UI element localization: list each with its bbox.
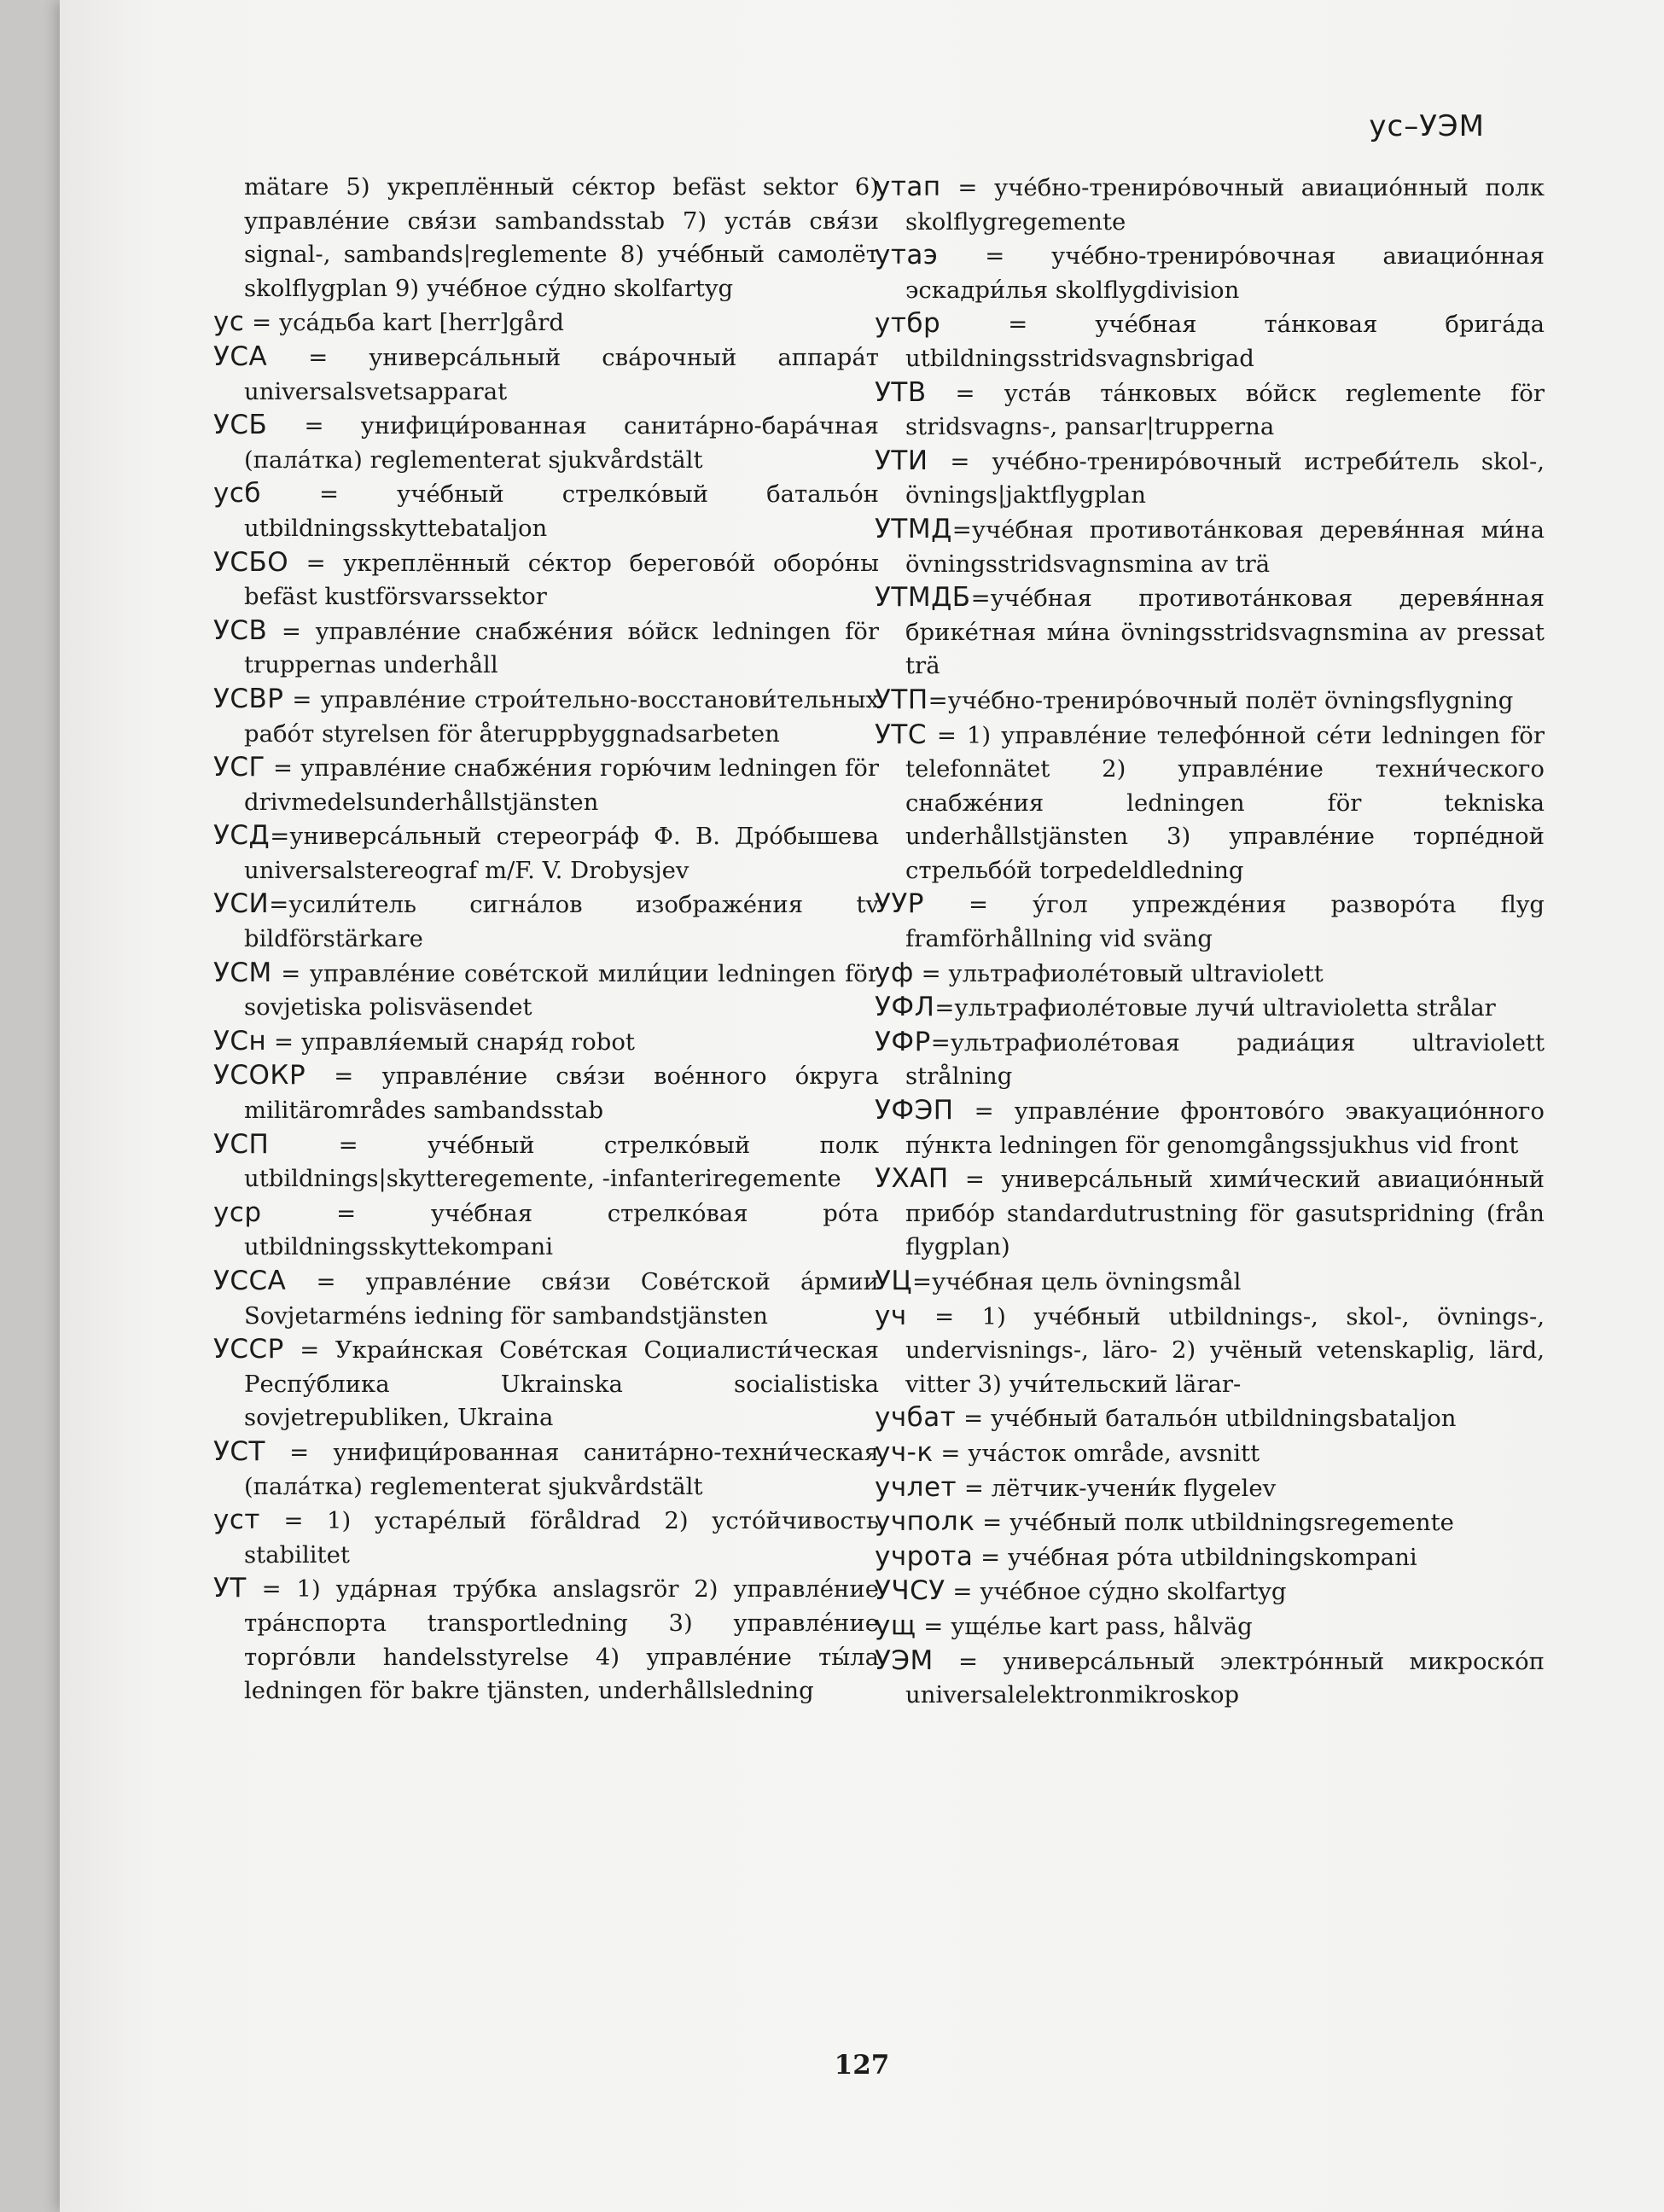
entry-headword: УХАП <box>875 1163 949 1195</box>
entry-definition: = управле́ние свя́зи вое́нного о́круга militärområdes sambandsstab <box>244 1062 879 1125</box>
entry-definition: = управле́ние снабже́ния горю́чим ledningen för drivmedelsunderhållstjänsten <box>244 754 879 816</box>
dictionary-entry <box>875 307 1545 375</box>
dictionary-entry <box>213 1333 879 1435</box>
entry-headword: учрота <box>875 1540 974 1572</box>
entry-definition: = универса́льный сва́рочный аппара́т universalsvetsapparat <box>244 343 879 405</box>
entry-definition: = управле́ние фронтово́го эвакуацио́нного пу́нкта ledningen för genomgångssjukhus vid front <box>905 1097 1545 1159</box>
dictionary-entry <box>213 751 879 819</box>
entry-headword: УСМ <box>213 957 272 988</box>
dictionary-entry <box>213 614 879 683</box>
dictionary-entry <box>213 477 879 545</box>
dictionary-entry <box>213 819 879 888</box>
dictionary-entry <box>875 1540 1545 1575</box>
dictionary-entry <box>875 1505 1545 1540</box>
entry-headword: ус <box>213 306 245 338</box>
entry-definition: = уче́бное су́дно skolfartyg <box>945 1578 1287 1606</box>
entry-definition: =усили́тель сигна́лов изображе́ния tv bildförstärkare <box>244 891 879 953</box>
entry-definition: =уче́бно-трениро́вочный полёт övningsflygning <box>928 686 1514 714</box>
dictionary-entry <box>213 1059 879 1127</box>
dictionary-entry <box>213 1025 879 1060</box>
entry-headword: УЧСУ <box>875 1575 945 1607</box>
dictionary-entry <box>213 1196 879 1265</box>
dictionary-entry <box>875 376 1545 445</box>
dictionary-entry <box>213 1504 879 1572</box>
entry-definition: = ультрафиолéтовый ultraviolett <box>913 959 1324 987</box>
entry-definition: = уче́бно-трениро́вочный авиацио́нный полк skolflygregemente <box>905 174 1545 236</box>
entry-headword: учполк <box>875 1506 975 1538</box>
entry-headword: УСн <box>213 1025 267 1057</box>
entry-headword: УУР <box>875 888 924 920</box>
dictionary-entry <box>875 1436 1545 1471</box>
entry-definition: = универса́льный хими́ческий авиацио́нный прибо́р standardutrustning för gasutspridning (från flygplan) <box>905 1166 1545 1261</box>
dictionary-entry <box>875 1300 1545 1402</box>
entry-definition: = универса́льный электро́нный микроско́п universalelektronmikroskop <box>905 1647 1545 1709</box>
entry-headword: УСИ <box>213 888 270 920</box>
entry-headword: УТМД <box>875 513 952 544</box>
right-column <box>875 171 1545 1713</box>
entry-headword: УСП <box>213 1128 270 1160</box>
entry-definition: =ультрафиоле́товая радиа́ция ultraviolett strålning <box>905 1028 1545 1091</box>
left-column <box>213 171 879 1708</box>
dictionary-entry <box>213 683 879 751</box>
entry-definition: = уче́бная ро́та utbildningskompani <box>973 1543 1417 1571</box>
entry-definition: = управле́ние свя́зи Сове́тской а́рмии Sovjetarméns iedning för sambandstjänsten <box>244 1268 879 1330</box>
entry-definition: = 1) уда́рная тру́бка anslagsrör 2) управле́ние тра́нспорта transportledning 3) управле́ние торго́вли handelsstyrelse 4) управле́ние ты́ла ledningen för bakre tjänsten, underhållsledning <box>244 1575 879 1705</box>
entry-definition: = управле́ние строи́тельно-восстанови́тельных рабо́т styrelsen för återuppbyggnadsarbeten <box>244 685 879 748</box>
entry-headword: УСА <box>213 341 268 372</box>
entry-headword: УСГ <box>213 752 265 783</box>
entry-headword: утбр <box>875 308 941 340</box>
dictionary-entry <box>213 306 879 341</box>
entry-headword: утаэ <box>875 240 939 271</box>
entry-definition: = уще́лье kart pass, hålväg <box>916 1612 1253 1640</box>
dictionary-entry <box>875 1094 1545 1162</box>
dictionary-entry <box>213 1572 879 1708</box>
dictionary-entry <box>875 445 1545 513</box>
dictionary-entry <box>875 1610 1545 1644</box>
entry-definition: = управле́ние сове́тской мили́ции ledningen för sovjetiska polisväsendet <box>244 959 879 1022</box>
dictionary-entry <box>875 513 1545 581</box>
entry-definition: =уче́бная цель övningsmål <box>911 1268 1242 1295</box>
entry-headword: уф <box>875 957 914 988</box>
entry-definition: = уча́сток område, avsnitt <box>933 1439 1260 1467</box>
entry-definition: = уче́бный стрелко́вый батальо́н utbildningsskyttebataljon <box>244 480 879 542</box>
entry-headword: УССА <box>213 1266 287 1296</box>
entry-headword: утап <box>875 172 941 202</box>
dictionary-entry <box>875 1026 1545 1094</box>
entry-headword: усб <box>213 478 262 509</box>
entry-headword: уч <box>875 1300 907 1331</box>
page-number: 127 <box>834 2050 890 2081</box>
entry-definition: =уче́бная противота́нковая деревя́нная брике́тная ми́на övningsstridsvagnsmina av pressat trä <box>905 585 1545 680</box>
entry-headword: УФЛ <box>875 992 935 1023</box>
entry-definition: = 1) уче́бный utbildnings-, skol-, övnings-, undervisnings-, läro- 2) учёный vetenskaplig, lärd, vitter 3) учи́тельский lärar- <box>905 1302 1545 1398</box>
entry-definition: = унифици́рованная санита́рно-техни́ческая (пала́тка) reglementerat sjukvårdstält <box>244 1438 879 1500</box>
dictionary-entry <box>875 239 1545 307</box>
entry-definition: = 1) управле́ние телефо́нной се́ти ledningen för telefonnätet 2) управле́ние техни́ческого снабже́ния ledningen för tekniska underhållstjänsten 3) управле́ние торпе́дной стрельбо́й torpedeldledning <box>905 721 1545 884</box>
dictionary-entry <box>213 409 879 477</box>
dictionary-entry <box>213 546 879 614</box>
entry-definition: =универса́льный стереогра́ф Ф. В. Дро́бышева universalstereograf m/F. V. Drobysjev <box>244 823 879 884</box>
entry-headword: учбат <box>875 1402 957 1434</box>
entry-definition: = уче́бно-трениро́вочный истреби́тель skol-, övnings|jaktflygplan <box>905 447 1545 509</box>
entry-definition: = уса́дьба kart [herr]gård <box>244 309 564 337</box>
dictionary-entry <box>213 1128 879 1196</box>
entry-headword: УСБО <box>213 546 289 578</box>
entry-definition: = уче́бно-трениро́вочная авиацио́нная эскадри́лья skolflygdivision <box>905 242 1545 304</box>
running-head: ус–УЭМ <box>1369 109 1485 143</box>
entry-headword: УСД <box>213 820 271 852</box>
dictionary-entry <box>875 1265 1545 1300</box>
entry-headword: УТИ <box>875 445 928 476</box>
entry-definition: = лётчик-учени́к flygelev <box>957 1474 1277 1502</box>
entry-headword: ущ <box>875 1610 916 1641</box>
entry-definition: = уче́бный батальо́н utbildningsbataljon <box>956 1405 1457 1433</box>
entry-headword: УСБ <box>213 410 268 441</box>
dictionary-entry <box>875 171 1545 239</box>
dictionary-entry <box>875 991 1545 1026</box>
entry-definition: =ультрафиоле́товые лучи́ ultravioletta strålar <box>934 994 1496 1022</box>
dictionary-entry <box>875 684 1545 719</box>
entry-headword: УТП <box>875 684 928 715</box>
entry-headword: УССР <box>213 1334 284 1365</box>
entry-headword: уч-к <box>875 1436 934 1468</box>
dictionary-entry <box>875 1575 1545 1610</box>
dictionary-entry <box>875 581 1545 684</box>
entry-headword: учлет <box>875 1471 957 1503</box>
entry-definition: = 1) устаре́лый föråldrad 2) усто́йчивость stabilitet <box>244 1507 879 1569</box>
entry-headword: УЭМ <box>875 1644 934 1676</box>
entry-headword: УТВ <box>875 376 927 408</box>
entry-definition: = управля́емый снаря́д robot <box>266 1027 635 1056</box>
entry-definition: = у́гол упрежде́ния разворо́та flyg framförhållning vid sväng <box>905 891 1545 953</box>
entry-definition: = уче́бная стрелко́вая ро́та utbildningsskyttekompani <box>244 1199 879 1261</box>
dictionary-entry <box>213 341 879 409</box>
entry-headword: УСТ <box>213 1435 265 1467</box>
entry-definition: =уче́бная противота́нковая деревя́нная ми́на övningsstridsvagnsmina av trä <box>905 515 1545 578</box>
entry-definition: = управле́ние снабже́ния во́йск ledningen för truppernas underhåll <box>244 617 879 679</box>
dictionary-entry <box>213 957 879 1025</box>
entry-definition: = уста́в та́нковых во́йск reglemente för stridsvagns-, pansar|trupperna <box>905 379 1545 441</box>
dictionary-entry <box>875 957 1545 992</box>
dictionary-page <box>60 0 1664 2212</box>
entry-headword: УСОКР <box>213 1060 306 1091</box>
dictionary-entry <box>875 1401 1545 1436</box>
dictionary-entry <box>213 1265 879 1333</box>
dictionary-entry <box>875 888 1545 956</box>
entry-headword: УТ <box>213 1573 247 1604</box>
dictionary-entry <box>875 1471 1545 1506</box>
entry-headword: УТМДБ <box>875 582 971 614</box>
dictionary-entry <box>213 888 879 956</box>
dictionary-entry <box>875 1162 1545 1265</box>
dictionary-entry <box>213 1435 879 1504</box>
entry-definition: mätare 5) укреплённый се́ктор befäst sektor 6) управле́ние свя́зи sambandsstab 7) уста́в свя́зи signal-, sambands|reglemente 8) уче́бный самолёт skolflygplan 9) уче́бное су́дно skolfartyg <box>244 173 879 302</box>
entry-headword: уср <box>213 1196 262 1228</box>
entry-headword: уст <box>213 1505 260 1536</box>
entry-definition: = уче́бная та́нковая брига́да utbildningsstridsvagnsbrigad <box>905 311 1545 372</box>
entry-headword: УТС <box>875 719 927 750</box>
dictionary-entry <box>213 171 879 306</box>
entry-headword: УЦ <box>875 1266 912 1296</box>
dictionary-entry <box>875 719 1545 888</box>
entry-headword: УФЭП <box>875 1095 954 1126</box>
entry-definition: = укреплённый се́ктор берегово́й оборо́ны befäst kustförsvarssektor <box>244 549 879 611</box>
entry-headword: УСВР <box>213 683 284 714</box>
entry-definition: = Украи́нская Сове́тская Социалисти́ческая Респу́блика Ukrainska socialistiska sovjetrepubliken, Ukraina <box>244 1336 879 1432</box>
entry-headword: УСВ <box>213 614 268 646</box>
entry-definition: = уче́бный стрелко́вый полк utbildnings|skytteregemente, -infanteriregemente <box>244 1131 879 1193</box>
entry-definition: = унифици́рованная санита́рно-бара́чная (пала́тка) reglementerat sjukvårdstält <box>244 412 879 474</box>
dictionary-entry <box>875 1644 1545 1713</box>
entry-definition: = уче́бный полк utbildningsregemente <box>975 1509 1454 1537</box>
entry-headword: УФР <box>875 1026 931 1057</box>
